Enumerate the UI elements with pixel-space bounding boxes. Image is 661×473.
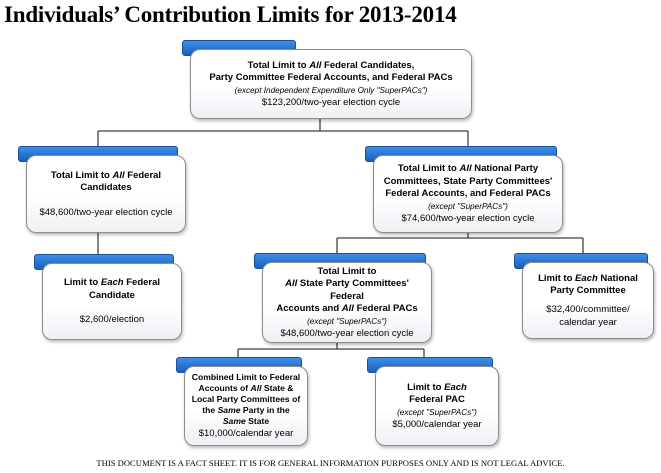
- limit-amount: $48,600/two-year election cycle: [39, 206, 173, 218]
- limit-amount: $48,600/two-year election cycle: [280, 327, 414, 339]
- node-heading: [248, 60, 415, 73]
- heading-emphasis: All: [459, 163, 472, 175]
- heading-text: Limit to: [538, 272, 576, 284]
- heading-text: Limit to: [63, 277, 101, 288]
- heading-emphasis: All: [112, 169, 125, 181]
- exception-note: (except "SuperPACs"): [428, 201, 508, 211]
- node-card: [184, 366, 308, 446]
- limit-amount: $32,400/committee/: [546, 303, 630, 315]
- heading-text: Federal: [123, 277, 161, 288]
- heading-line: [276, 303, 417, 316]
- node-card: [373, 155, 563, 233]
- heading-line: Candidate: [89, 289, 135, 301]
- heading-line: Federal PAC: [409, 394, 465, 405]
- limit-amount: $123,200/two-year election cycle: [261, 96, 401, 108]
- heading-text: the: [202, 405, 218, 415]
- node-heading: [51, 170, 161, 183]
- heading-emphasis: All: [250, 383, 262, 393]
- heading-line: [198, 383, 293, 394]
- exception-note: (except "SuperPACs"): [307, 316, 387, 326]
- heading-emphasis: Same: [217, 405, 241, 415]
- node-card: [375, 366, 499, 446]
- node-total-all-federal: [182, 40, 472, 119]
- heading-emphasis: All: [341, 303, 354, 314]
- heading-text: State Party Committees' Federal: [297, 278, 409, 302]
- heading-text: Federal PACs: [353, 303, 418, 314]
- heading-text: Limit to: [407, 381, 445, 393]
- limit-amount: $74,600/two-year election cycle: [401, 212, 535, 224]
- node-heading: [407, 382, 467, 395]
- node-heading: [538, 273, 638, 286]
- node-combined-state-local: [176, 357, 308, 446]
- node-each-federal-pac: [367, 357, 499, 446]
- heading-line: Local Party Committees of: [191, 394, 301, 404]
- heading-line: Committees, State Party Committees': [383, 175, 553, 187]
- heading-text: Total Limit to: [247, 59, 310, 71]
- heading-text: Federal Candidates,: [321, 59, 415, 71]
- heading-line: Combined Limit to Federal: [191, 372, 301, 382]
- node-card: [26, 155, 186, 233]
- node-party-total: [365, 146, 563, 233]
- node-heading: [398, 163, 538, 176]
- heading-line: Total Limit to: [317, 265, 377, 277]
- node-each-national-party: [514, 253, 654, 339]
- heading-line: Party Committee Federal Accounts, and Federal PACs: [209, 72, 453, 83]
- node-card: [190, 49, 472, 119]
- heading-text: Total Limit to: [397, 163, 460, 175]
- node-heading: [64, 277, 160, 290]
- heading-text: Accounts and: [276, 303, 342, 314]
- heading-line: [202, 405, 289, 416]
- heading-text: State: [245, 416, 270, 426]
- limit-amount: $10,000/calendar year: [198, 428, 294, 439]
- heading-emphasis: All: [309, 59, 322, 71]
- heading-text: Party in the: [240, 405, 290, 415]
- heading-line: Federal Accounts, and Federal PACs: [385, 188, 551, 200]
- disclaimer: THIS DOCUMENT IS A FACT SHEET. IT IS FOR GENERAL INFORMATION PURPOSES ONLY AND IS NOT LEGAL ADVICE.: [96, 458, 565, 468]
- heading-text: National Party: [471, 163, 539, 175]
- heading-line: [269, 278, 425, 303]
- heading-emphasis: Each: [444, 381, 467, 393]
- heading-line: Candidates: [80, 182, 132, 193]
- heading-text: Total Limit to: [50, 169, 113, 181]
- node-card: [522, 262, 654, 339]
- heading-text: National: [597, 272, 638, 284]
- heading-text: State &: [261, 383, 294, 393]
- node-card: [42, 263, 182, 340]
- limit-amount-unit: calendar year: [559, 316, 617, 328]
- heading-line: [223, 416, 269, 427]
- node-card: [262, 262, 432, 343]
- node-candidates-total: [18, 146, 186, 233]
- heading-emphasis: Each: [100, 277, 124, 288]
- node-each-candidate: [34, 254, 182, 340]
- heading-line: Party Committee: [550, 285, 626, 296]
- heading-emphasis: All: [285, 278, 298, 289]
- heading-emphasis: Each: [575, 272, 598, 284]
- heading-emphasis: Same: [222, 416, 246, 426]
- exception-note: (except Independent Expenditure Only "SuperPACs"): [234, 85, 428, 95]
- heading-text: Accounts of: [198, 383, 251, 393]
- page-title: Individuals’ Contribution Limits for 2013-2014: [4, 2, 457, 27]
- exception-note: (except "SuperPACs"): [397, 407, 477, 417]
- heading-text: Federal: [124, 169, 162, 181]
- limit-amount: $2,600/election: [79, 314, 145, 325]
- limit-amount: $5,000/calendar year: [392, 418, 482, 430]
- node-state-party-total: [254, 253, 432, 343]
